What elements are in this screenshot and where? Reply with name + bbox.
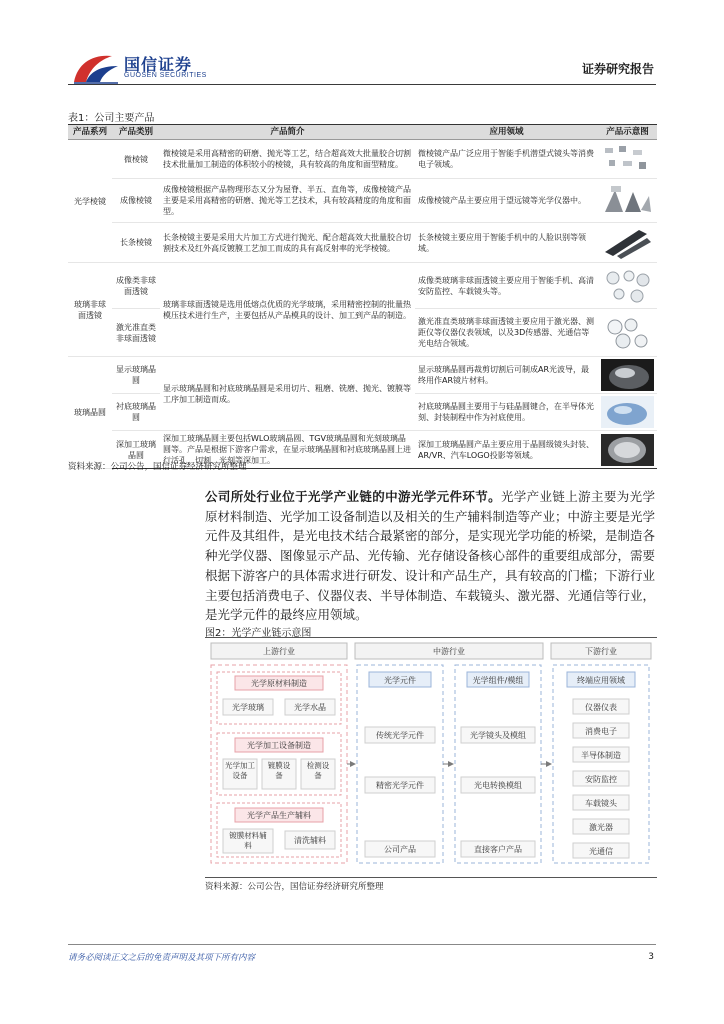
figure-source: 资料来源：公司公告，国信证券经济研究所整理 xyxy=(205,882,384,892)
column-header: 产品简介 xyxy=(160,125,415,140)
intro-cell: 玻璃非球面透镜是选用低熔点优质的光学玻璃，采用精密控制的批量热模压技术进行生产，主要包括从产品模具的设计、加工到产品的制造。 xyxy=(160,263,415,357)
downstream-item: 安防监控 xyxy=(585,775,617,784)
application-cell: 成像类玻璃非球面透镜主要应用于智能手机、高清安防监控、车载镜头等。 xyxy=(415,263,598,309)
downstream-box-title: 终端应用领域 xyxy=(577,676,625,685)
application-cell: 激光准直类玻璃非球面透镜主要应用于激光器、测距仪等仪器仪表领域，以及3D传感器、光通信等光电结合领域。 xyxy=(415,309,598,357)
series-cell: 玻璃晶圆 xyxy=(68,357,112,469)
table-header-row xyxy=(68,125,657,140)
application-cell: 显示玻璃晶圆再裁剪切割后可制成AR光波导，最终用作AR镜片材料。 xyxy=(415,357,598,394)
category-cell: 显示玻璃晶圆 xyxy=(112,357,160,394)
column-header: 产品系列 xyxy=(68,125,112,140)
display-wafer-image xyxy=(601,359,654,391)
product-table xyxy=(68,124,657,469)
series-cell: 玻璃非球面透镜 xyxy=(68,263,112,357)
category-cell: 长条棱镜 xyxy=(112,223,160,263)
figure-caption: 图2：光学产业链示意图 xyxy=(205,628,312,639)
table-row xyxy=(68,179,657,223)
upstream-group-title: 光学原材料制造 xyxy=(251,679,307,688)
direct-customer-products-label: 直接客户产品 xyxy=(474,845,522,854)
table-source: 资料来源：公司公告，国信证券经济研究所整理 xyxy=(68,462,247,472)
product-image xyxy=(598,394,657,431)
midstream-elements-title: 光学元件 xyxy=(384,676,416,685)
paragraph-lead: 公司所处行业位于光学产业链的中游光学元件环节。 xyxy=(205,489,501,504)
series-cell: 光学棱镜 xyxy=(68,140,112,263)
intro-cell: 成像棱镜根据产品物理形态又分为屋脊、半五、直角等，成像棱镜产品主要是采用高精密的研磨、抛光等工艺技术，具有较高精度的角度和面型。 xyxy=(160,179,415,223)
guosen-logo-icon xyxy=(72,52,120,86)
downstream-item: 半导体制造 xyxy=(581,751,621,760)
logo-name-cn: 国信证券 xyxy=(124,55,193,74)
downstream-item: 光通信 xyxy=(589,847,613,856)
midstream-item: 光电转换模组 xyxy=(474,781,522,790)
upstream-item: 镀膜材料辅料 xyxy=(229,831,267,850)
product-image xyxy=(598,263,657,309)
page-header xyxy=(0,0,724,90)
intro-cell: 微棱镜是采用高精密的研磨、抛光等工艺，结合超高效大批量胶合切割技术批量加工制造的体积较小的棱镜，具有较高的角度和面型精度。 xyxy=(160,140,415,179)
column-header: 应用领域 xyxy=(415,125,598,140)
product-image xyxy=(598,179,657,223)
application-cell: 衬底玻璃晶圆主要用于与硅晶圆键合，在半导体光刻、封装制程中作为衬底使用。 xyxy=(415,394,598,431)
deep-processed-wafer-image xyxy=(601,434,654,466)
midstream-modules-title: 光学组件/模组 xyxy=(472,676,524,685)
downstream-item: 激光器 xyxy=(589,823,613,832)
imaging-prism-image xyxy=(601,182,654,220)
upstream-item: 光学玻璃 xyxy=(232,703,264,712)
downstream-item: 车载镜头 xyxy=(585,799,617,808)
category-cell: 成像棱镜 xyxy=(112,179,160,223)
intro-cell: 深加工玻璃晶圆主要包括WLO玻璃晶圆、TGV玻璃晶圆和光刻玻璃晶圆等。产品是根据下游客户需求，在显示玻璃晶圆和衬底玻璃晶圆上进行活孔、切割、光刻等深加工。 xyxy=(160,431,415,469)
page-number: 3 xyxy=(648,952,654,962)
figure-top-rule xyxy=(205,637,657,638)
downstream-header: 下游行业 xyxy=(585,647,617,656)
table-caption: 表1：公司主要产品 xyxy=(68,113,155,124)
report-type-title: 证券研究报告 xyxy=(581,62,654,76)
collimation-lens-image xyxy=(601,313,654,353)
midstream-item: 精密光学元件 xyxy=(376,781,424,790)
micro-prism-image xyxy=(601,142,654,176)
application-cell: 微棱镜产品广泛应用于智能手机潜望式镜头等消费电子领域。 xyxy=(415,140,598,179)
midstream-item: 光学镜头及模组 xyxy=(470,731,526,740)
long-prism-image xyxy=(601,226,654,260)
substrate-wafer-image xyxy=(601,396,654,428)
figure-bottom-rule xyxy=(205,877,657,878)
intro-cell: 显示玻璃晶圆和衬底玻璃晶圆是采用切片、粗磨、铣磨、抛光、镀膜等工序加工制造而成。 xyxy=(160,357,415,431)
upstream-item: 光学水晶 xyxy=(294,703,326,712)
upstream-group-title: 光学产品生产辅料 xyxy=(247,811,311,820)
footer-divider xyxy=(68,944,656,945)
header-divider xyxy=(68,84,656,85)
intro-cell: 长条棱镜主要是采用大片加工方式进行抛光、配合超高效大批量胶合切割技术及红外高反镀膜工艺加工而成的具有高反射率的光学棱镜。 xyxy=(160,223,415,263)
category-cell: 微棱镜 xyxy=(112,140,160,179)
category-cell: 成像类非球面透镜 xyxy=(112,263,160,309)
upstream-header: 上游行业 xyxy=(263,647,295,656)
column-header: 产品示意图 xyxy=(598,125,657,140)
paragraph-text: 光学产业链上游主要为光学原材料制造、光学加工设备制造以及相关的生产辅料制造等产业；中游主要是光学元件及其组件，是光电技术结合最紧密的部分，是实现光学功能的桥梁，是制造各种光学仪器、图像显示产品、光传输、光存储设备核心部件的重要组成部分，需要根据下游客户的具体需求进行研发、设计和产品生产，具有较高的门槛；下游行业主要包括消费电子、仪器仪表、半导体制造、车载镜头、激光器、光通信等行业，是光学元件的最终应用领域。 xyxy=(205,489,656,623)
disclaimer-note: 请务必阅读正文之后的免责声明及其项下所有内容 xyxy=(68,953,256,963)
company-products-label: 公司产品 xyxy=(384,845,416,854)
upstream-item: 光学加工设备 xyxy=(225,761,255,780)
application-cell: 深加工玻璃晶圆产品主要应用于晶圆级镜头封装、AR/VR、汽车LOGO投影等领域。 xyxy=(415,431,598,469)
upstream-item: 清洗辅料 xyxy=(294,836,326,845)
logo-name-en: GUOSEN SECURITIES xyxy=(124,72,207,79)
category-cell: 衬底玻璃晶圆 xyxy=(112,394,160,431)
imaging-lens-image xyxy=(601,266,654,306)
category-cell: 激光准直类非球面透镜 xyxy=(112,309,160,357)
category-cell: 深加工玻璃晶圆 xyxy=(112,431,160,469)
industry-chain-diagram xyxy=(205,639,657,875)
column-header: 产品类别 xyxy=(112,125,160,140)
product-image xyxy=(598,223,657,263)
downstream-item: 消费电子 xyxy=(585,727,617,736)
product-image xyxy=(598,357,657,394)
product-image xyxy=(598,140,657,179)
upstream-item: 镀膜设备 xyxy=(267,761,291,780)
body-paragraph xyxy=(205,487,655,625)
upstream-group-title: 光学加工设备制造 xyxy=(247,741,311,750)
midstream-header: 中游行业 xyxy=(433,647,465,656)
midstream-item: 传统光学元件 xyxy=(376,731,424,740)
table-row xyxy=(68,263,657,309)
application-cell: 长条棱镜主要应用于智能手机中的人脸识别等领域。 xyxy=(415,223,598,263)
table-row xyxy=(68,140,657,179)
application-cell: 成像棱镜产品主要应用于望远镜等光学仪器中。 xyxy=(415,179,598,223)
downstream-item: 仪器仪表 xyxy=(585,703,617,712)
product-image xyxy=(598,309,657,357)
table-row xyxy=(68,357,657,394)
product-image xyxy=(598,431,657,469)
upstream-item: 检测设备 xyxy=(306,761,330,780)
table-row xyxy=(68,223,657,263)
